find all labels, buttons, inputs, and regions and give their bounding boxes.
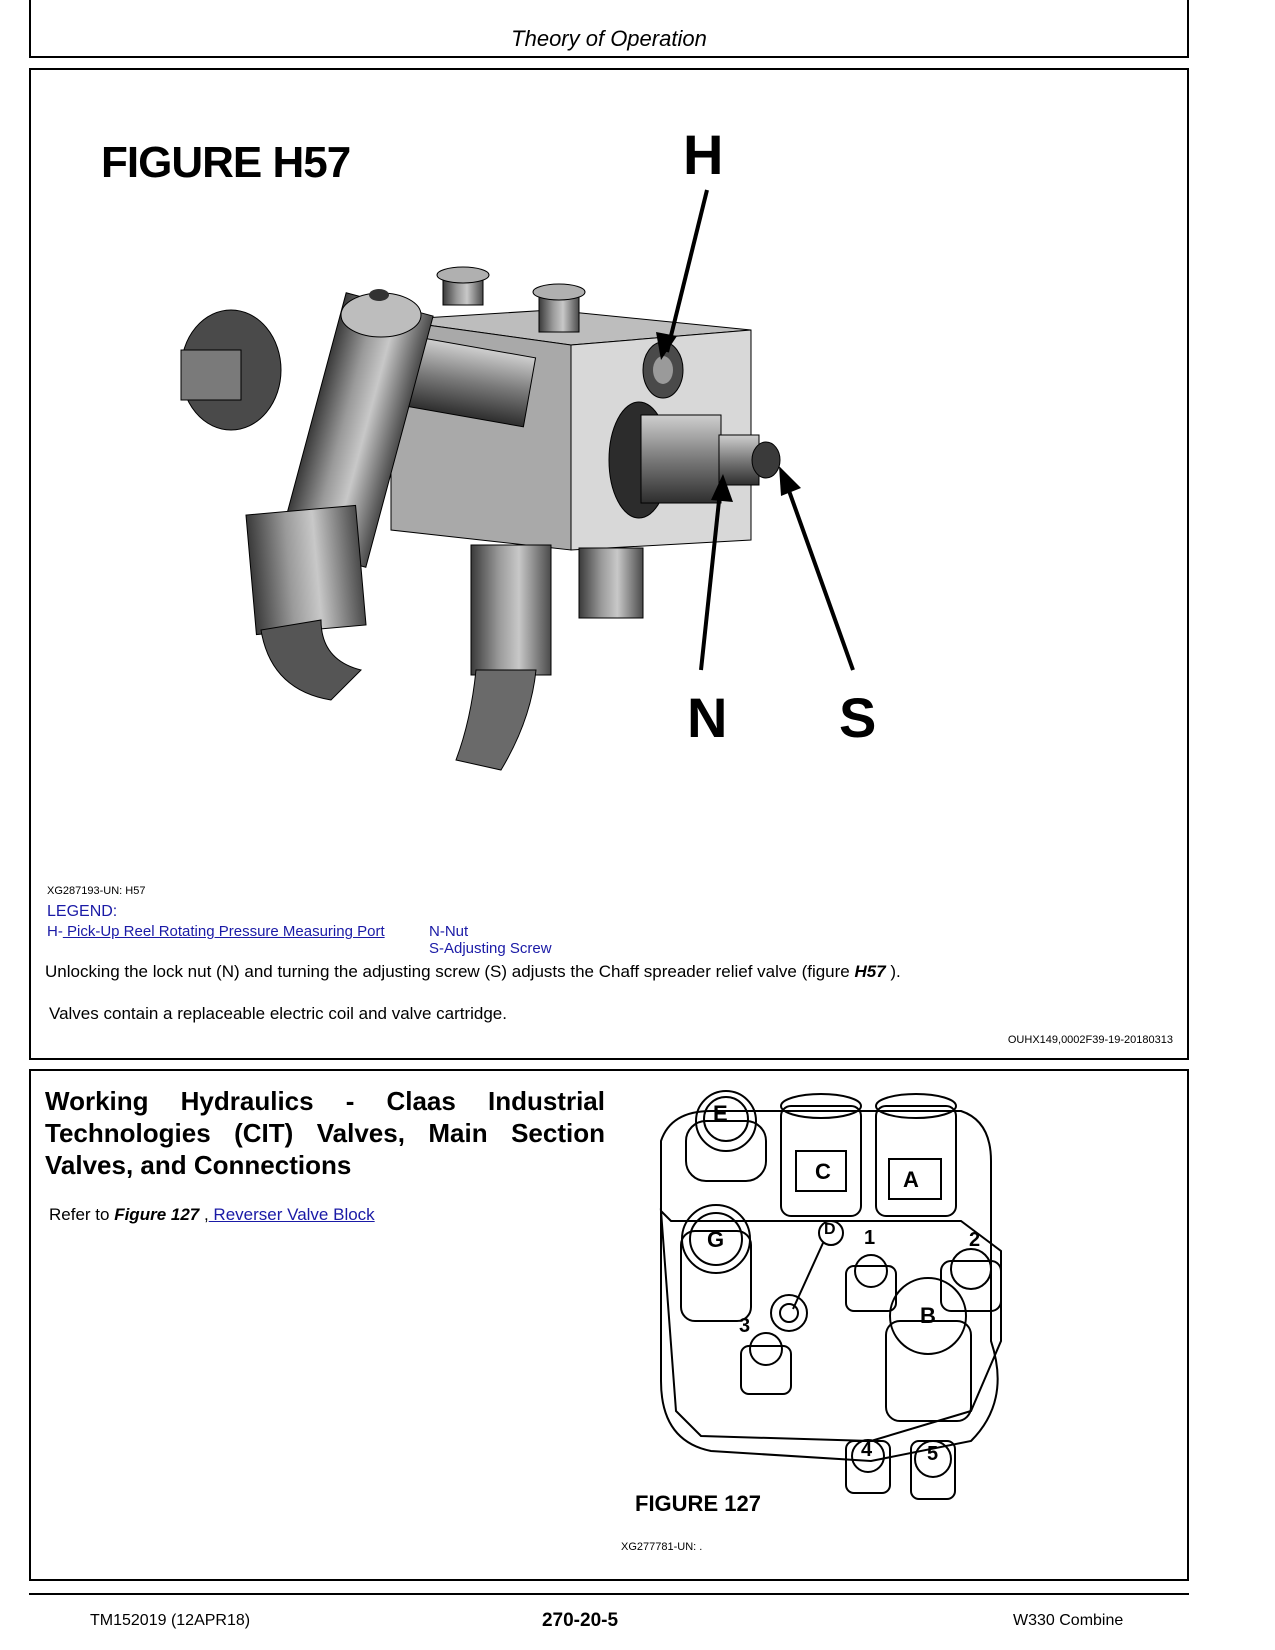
refer-prefix: Refer to bbox=[49, 1205, 115, 1224]
label-c: C bbox=[815, 1159, 831, 1184]
body-paragraph-1 bbox=[45, 962, 901, 982]
label-3: 3 bbox=[739, 1315, 751, 1337]
legend-item-s: S-Adjusting Screw bbox=[429, 940, 552, 957]
reverser-valve-block-illustration bbox=[631, 1081, 1051, 1521]
label-d: D bbox=[824, 1221, 836, 1238]
footer-page-number: 270-20-5 bbox=[541, 1610, 619, 1631]
label-e: E bbox=[713, 1101, 728, 1126]
page-header-title: Theory of Operation bbox=[511, 26, 707, 51]
reverser-valve-block-link[interactable]: Reverser Valve Block bbox=[208, 1205, 375, 1224]
figure-127-caption: FIGURE 127 bbox=[635, 1491, 761, 1516]
callout-s: S bbox=[839, 686, 877, 749]
hydraulics-section bbox=[29, 1069, 1189, 1581]
legend-item-n: N-Nut bbox=[429, 923, 469, 940]
figure-h57-section bbox=[29, 68, 1189, 1060]
legend-item-h bbox=[47, 923, 407, 940]
callout-h: H bbox=[683, 123, 724, 186]
label-5: 5 bbox=[927, 1443, 939, 1465]
footer-model: W330 Combine bbox=[1013, 1612, 1124, 1629]
figure-127-ref-id: XG277781-UN: . bbox=[621, 1541, 703, 1553]
legend-h-prefix: H- bbox=[47, 923, 63, 940]
document-code: OUHX149,0002F39-19-20180313 bbox=[1007, 1034, 1173, 1046]
callout-n: N bbox=[687, 686, 728, 749]
section-title: Working Hydraulics - Claas Industrial Technologies (CIT) Valves, Main Section Valves, and Connections bbox=[45, 1086, 605, 1180]
legend-title: LEGEND: bbox=[47, 903, 118, 920]
body-paragraph-1-end: ). bbox=[885, 962, 901, 981]
figure-ref-127: Figure 127 bbox=[114, 1205, 200, 1224]
footer-rule bbox=[29, 1593, 1189, 1595]
relief-valve-illustration bbox=[31, 70, 1187, 830]
label-1: 1 bbox=[864, 1227, 876, 1249]
figure-ref-h57: H57 bbox=[854, 962, 886, 981]
refer-sep: , bbox=[199, 1205, 209, 1224]
footer-manual-code: TM152019 (12APR18) bbox=[90, 1612, 251, 1629]
page-header bbox=[29, 0, 1189, 58]
label-a: A bbox=[903, 1167, 919, 1192]
label-4: 4 bbox=[861, 1439, 873, 1461]
label-g: G bbox=[707, 1227, 725, 1252]
legend-h-link[interactable]: Pick-Up Reel Rotating Pressure Measuring Port bbox=[62, 923, 385, 940]
refer-line bbox=[49, 1205, 375, 1225]
body-paragraph-1-text: Unlocking the lock nut (N) and turning the adjusting screw (S) adjusts the Chaff spreader relief valve (figure bbox=[45, 962, 855, 981]
body-paragraph-2: Valves contain a replaceable electric coil and valve cartridge. bbox=[49, 1004, 507, 1023]
figure-h57-title: FIGURE H57 bbox=[101, 138, 351, 187]
label-2: 2 bbox=[969, 1229, 981, 1251]
figure-h57-ref-id: XG287193-UN: H57 bbox=[47, 885, 146, 897]
legend-item-ns bbox=[429, 923, 552, 957]
label-b: B bbox=[920, 1303, 936, 1328]
